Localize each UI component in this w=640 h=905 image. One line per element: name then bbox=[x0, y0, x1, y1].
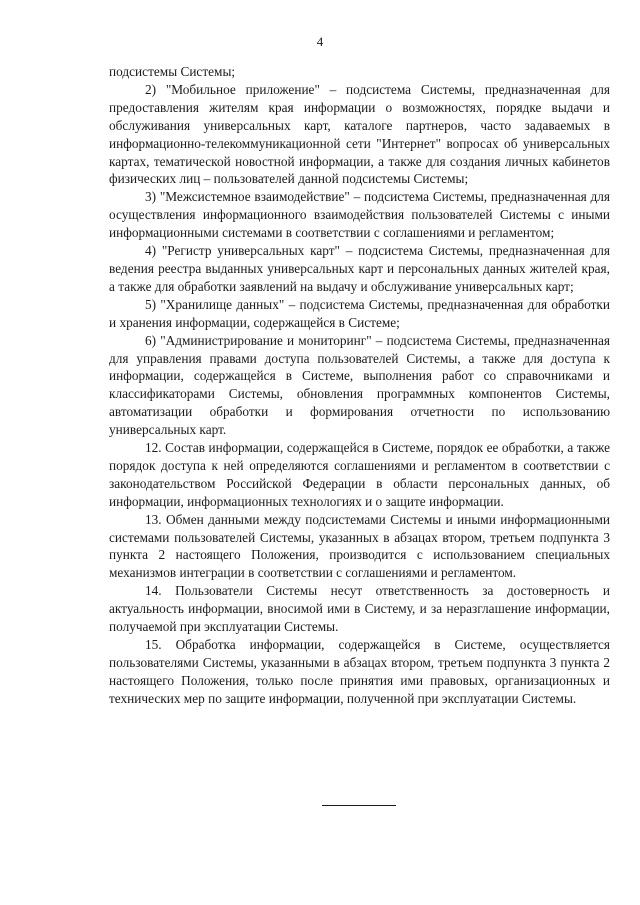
paragraph-item-14: 14. Пользователи Системы несут ответственность за достоверность и актуальность информации, вносимой ими в Систему, и за неразглашение информации, получаемой при эксплуатации Системы. bbox=[109, 583, 610, 635]
paragraph-item-12: 12. Состав информации, содержащейся в Системе, порядок ее обработки, а также порядок доступа к ней определяются соглашениями и регламентом в соответствии с законодательством Российской Федерации в области персональных данных, об информации, информационных технологиях и о защите информации. bbox=[109, 440, 610, 509]
paragraph-card-register: 4) "Регистр универсальных карт" – подсистема Системы, предназначенная для ведения реестра выданных универсальных карт и персональных данных жителей края, а также для обработки заявлений на выдачу и обслуживание универсальных карт; bbox=[109, 243, 610, 294]
paragraph-continuation: подсистемы Системы; bbox=[109, 64, 236, 79]
paragraph-item-15: 15. Обработка информации, содержащейся в Системе, осуществляется пользователями Системы, указанными в абзацах втором, третьем подпункта 3 пункта 2 настоящего Положения, только после принятия ими правовых, организационных и технических мер по защите информации, полученной при эксплуатации Системы. bbox=[109, 637, 610, 706]
paragraph-intersystem: 3) "Межсистемное взаимодействие" – подсистема Системы, предназначенная для осуществления информационного взаимодействия пользователей Системы с иными информационными системами в соответствии с соглашениями и регламентом; bbox=[109, 189, 610, 241]
end-of-document-rule bbox=[322, 805, 396, 806]
paragraph-data-storage: 5) "Хранилище данных" – подсистема Системы, предназначенная для обработки и хранения информации, содержащейся в Системе; bbox=[109, 296, 610, 330]
page-number: 4 bbox=[316, 34, 324, 49]
paragraph-administration: 6) "Администрирование и мониторинг" – подсистема Системы, предназначенная для управления правами доступа пользователей Системы, а также для доступа к информации, содержащейся в Системе, выполнения работ со справочниками и классификаторами Системы, обновления программных компонентов Системы, автоматизации обработки и формирования отчетности по использованию универсальных карт. bbox=[109, 332, 610, 438]
paragraph-item-13: 13. Обмен данными между подсистемами Системы и иными информационными системами пользователей Системы, указанных в абзацах втором, третьем подпункта 3 пункта 2 настоящего Положения, производится с использованием специальных механизмов интеграции в соответствии с соглашениями и регламентом. bbox=[109, 511, 610, 581]
paragraph-mobile-app: 2) "Мобильное приложение" – подсистема Системы, предназначенная для предоставления жителям края информации о возможностях, порядке выдачи и обслуживания универсальных карт, каталоге партнеров, часто задаваемых в информационно-телекоммуникационной сети "Интернет" вопросах об универсальных картах, тематической новостной информации, а также для создания личных кабинетов физических лиц – пользователей данной подсистемы Системы; bbox=[109, 81, 610, 187]
document-body bbox=[109, 63, 610, 708]
